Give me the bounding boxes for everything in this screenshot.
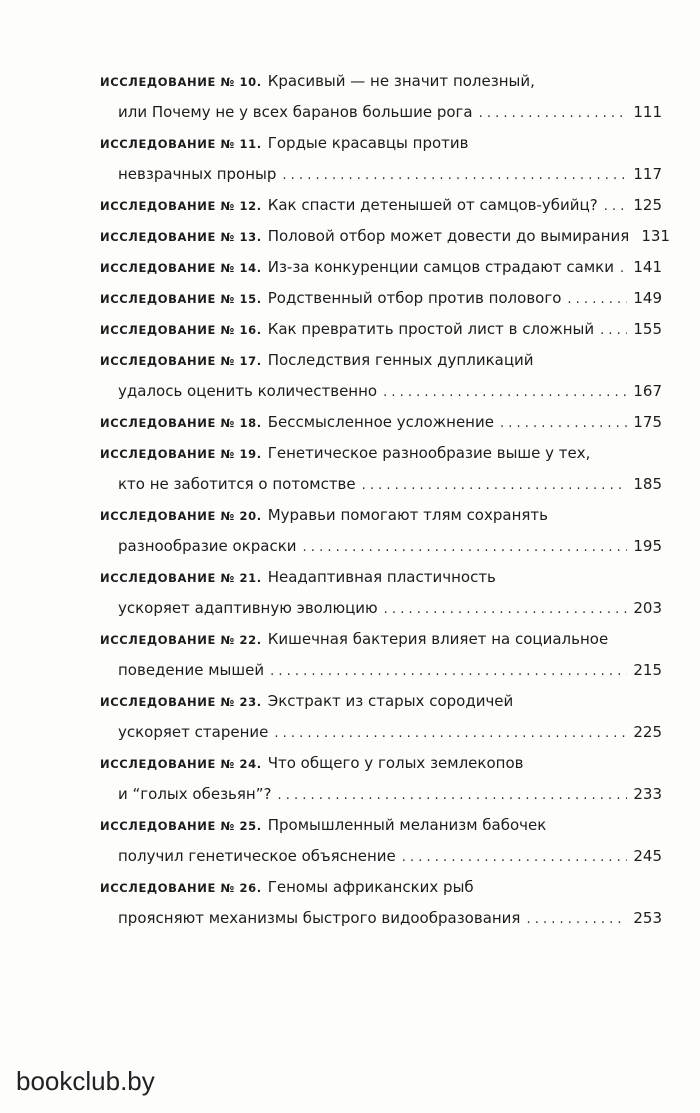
- page-number: 125: [633, 196, 662, 214]
- toc-entry: [100, 66, 662, 128]
- toc-entry: [100, 686, 662, 748]
- study-title-line: Из-за конкуренции самцов страдают самки: [267, 258, 614, 276]
- table-of-contents: [100, 66, 670, 934]
- study-title-line: Как превратить простой лист в сложный: [267, 320, 595, 338]
- toc-line: [100, 624, 662, 655]
- toc-line: [100, 66, 662, 97]
- page-number: 203: [633, 599, 662, 617]
- dot-leader: [402, 842, 628, 873]
- page-number: 167: [633, 382, 662, 400]
- study-label: ИССЛЕДОВАНИЕ № 23.: [100, 695, 262, 709]
- toc-entry: [100, 438, 662, 500]
- toc-entry: [100, 872, 662, 934]
- study-label: ИССЛЕДОВАНИЕ № 19.: [100, 447, 262, 461]
- toc-line: [100, 314, 662, 345]
- toc-line: [100, 903, 662, 934]
- toc-line: [100, 810, 662, 841]
- study-label: ИССЛЕДОВАНИЕ № 10.: [100, 75, 262, 89]
- study-title-line: Экстракт из старых сородичей: [267, 692, 514, 710]
- toc-line: [100, 252, 662, 283]
- study-title-line: Гордые красавцы против: [267, 134, 469, 152]
- toc-line: [100, 159, 662, 190]
- study-label: ИССЛЕДОВАНИЕ № 18.: [100, 416, 262, 430]
- toc-line: [100, 717, 662, 748]
- study-title-line: удалось оценить количественно: [118, 382, 378, 400]
- toc-entry: [100, 345, 662, 407]
- toc-line: [100, 872, 662, 903]
- study-title-line: поведение мышей: [118, 661, 265, 679]
- study-title-line: Половой отбор может довести до вымирания: [267, 227, 630, 245]
- page-number: 117: [633, 165, 662, 183]
- study-title-line: разнообразие окраски: [118, 537, 297, 555]
- dot-leader: [274, 718, 627, 749]
- page-number: 195: [633, 537, 662, 555]
- toc-entry: [100, 314, 662, 345]
- study-title-line: кто не заботится о потомстве: [118, 475, 356, 493]
- toc-line: [100, 841, 662, 872]
- toc-line: [100, 469, 662, 500]
- toc-entry: [100, 252, 662, 283]
- page-number: 245: [633, 847, 662, 865]
- study-label: ИССЛЕДОВАНИЕ № 15.: [100, 292, 262, 306]
- study-title-line: Неадаптивная пластичность: [267, 568, 496, 586]
- dot-leader: [600, 315, 627, 346]
- dot-leader: [479, 98, 628, 129]
- page-number: 155: [633, 320, 662, 338]
- toc-entry: [100, 748, 662, 810]
- study-title-line: ускоряет старение: [118, 723, 269, 741]
- dot-leader: [500, 408, 627, 439]
- toc-entry: [100, 190, 662, 221]
- dot-leader: [526, 904, 627, 935]
- page-number: 131: [641, 227, 670, 245]
- toc-line: [100, 128, 662, 159]
- dot-leader: [604, 191, 628, 222]
- study-title-line: Промышленный меланизм бабочек: [267, 816, 547, 834]
- study-label: ИССЛЕДОВАНИЕ № 24.: [100, 757, 262, 771]
- study-label: ИССЛЕДОВАНИЕ № 26.: [100, 881, 262, 895]
- page-number: 175: [633, 413, 662, 431]
- page-number: 141: [633, 258, 662, 276]
- dot-leader: [270, 656, 627, 687]
- page-number: 215: [633, 661, 662, 679]
- toc-line: [100, 190, 662, 221]
- study-label: ИССЛЕДОВАНИЕ № 14.: [100, 261, 262, 275]
- toc-entry: [100, 283, 662, 314]
- study-title-line: или Почему не у всех баранов большие рога: [118, 103, 473, 121]
- study-title-line: Геномы африканских рыб: [267, 878, 474, 896]
- watermark: bookclub.by: [16, 1066, 155, 1096]
- study-label: ИССЛЕДОВАНИЕ № 17.: [100, 354, 262, 368]
- study-label: ИССЛЕДОВАНИЕ № 20.: [100, 509, 262, 523]
- toc-entry: [100, 221, 670, 252]
- toc-line: [100, 407, 662, 438]
- page-number: 253: [633, 909, 662, 927]
- dot-leader: [383, 377, 627, 408]
- toc-line: [100, 376, 662, 407]
- dot-leader: [620, 253, 627, 284]
- toc-entry: [100, 810, 662, 872]
- dot-leader: [362, 470, 628, 501]
- toc-line: [100, 779, 662, 810]
- study-label: ИССЛЕДОВАНИЕ № 12.: [100, 199, 262, 213]
- page-number: 233: [633, 785, 662, 803]
- study-title-line: Последствия генных дупликаций: [267, 351, 534, 369]
- toc-entry: [100, 128, 662, 190]
- study-title-line: Бессмысленное усложнение: [267, 413, 494, 431]
- toc-line: [100, 438, 662, 469]
- page-number: 185: [633, 475, 662, 493]
- toc-line: [100, 593, 662, 624]
- study-title-line: Родственный отбор против полового: [267, 289, 562, 307]
- study-label: ИССЛЕДОВАНИЕ № 13.: [100, 230, 262, 244]
- toc-line: [100, 283, 662, 314]
- dot-leader: [567, 284, 627, 315]
- study-title-line: Как спасти детенышей от самцов-убийц?: [267, 196, 598, 214]
- study-title-line: Генетическое разнообразие выше у тех,: [267, 444, 591, 462]
- toc-line: [100, 221, 670, 252]
- study-label: ИССЛЕДОВАНИЕ № 11.: [100, 137, 262, 151]
- toc-line: [100, 500, 662, 531]
- study-title-line: ускоряет адаптивную эволюцию: [118, 599, 378, 617]
- toc-line: [100, 686, 662, 717]
- study-title-line: Кишечная бактерия влияет на социальное: [267, 630, 609, 648]
- study-title-line: проясняют механизмы быстрого видообразования: [118, 909, 521, 927]
- study-title-line: получил генетическое объяснение: [118, 847, 396, 865]
- study-label: ИССЛЕДОВАНИЕ № 16.: [100, 323, 262, 337]
- dot-leader: [277, 780, 627, 811]
- toc-entry: [100, 624, 662, 686]
- toc-line: [100, 97, 662, 128]
- study-label: ИССЛЕДОВАНИЕ № 25.: [100, 819, 262, 833]
- toc-line: [100, 748, 662, 779]
- toc-line: [100, 562, 662, 593]
- toc-entry: [100, 500, 662, 562]
- page-number: 111: [633, 103, 662, 121]
- study-title-line: Красивый — не значит полезный,: [267, 72, 535, 90]
- study-title-line: и “голых обезьян”?: [118, 785, 272, 803]
- dot-leader: [303, 532, 628, 563]
- study-title-line: Что общего у голых землекопов: [267, 754, 524, 772]
- toc-line: [100, 655, 662, 686]
- page-number: 225: [633, 723, 662, 741]
- toc-entry: [100, 407, 662, 438]
- toc-entry: [100, 562, 662, 624]
- study-title-line: невзрачных проныр: [118, 165, 277, 183]
- dot-leader: [282, 160, 627, 191]
- page-number: 149: [633, 289, 662, 307]
- study-label: ИССЛЕДОВАНИЕ № 22.: [100, 633, 262, 647]
- dot-leader: [384, 594, 628, 625]
- toc-line: [100, 531, 662, 562]
- study-title-line: Муравьи помогают тлям сохранять: [267, 506, 548, 524]
- study-label: ИССЛЕДОВАНИЕ № 21.: [100, 571, 262, 585]
- toc-line: [100, 345, 662, 376]
